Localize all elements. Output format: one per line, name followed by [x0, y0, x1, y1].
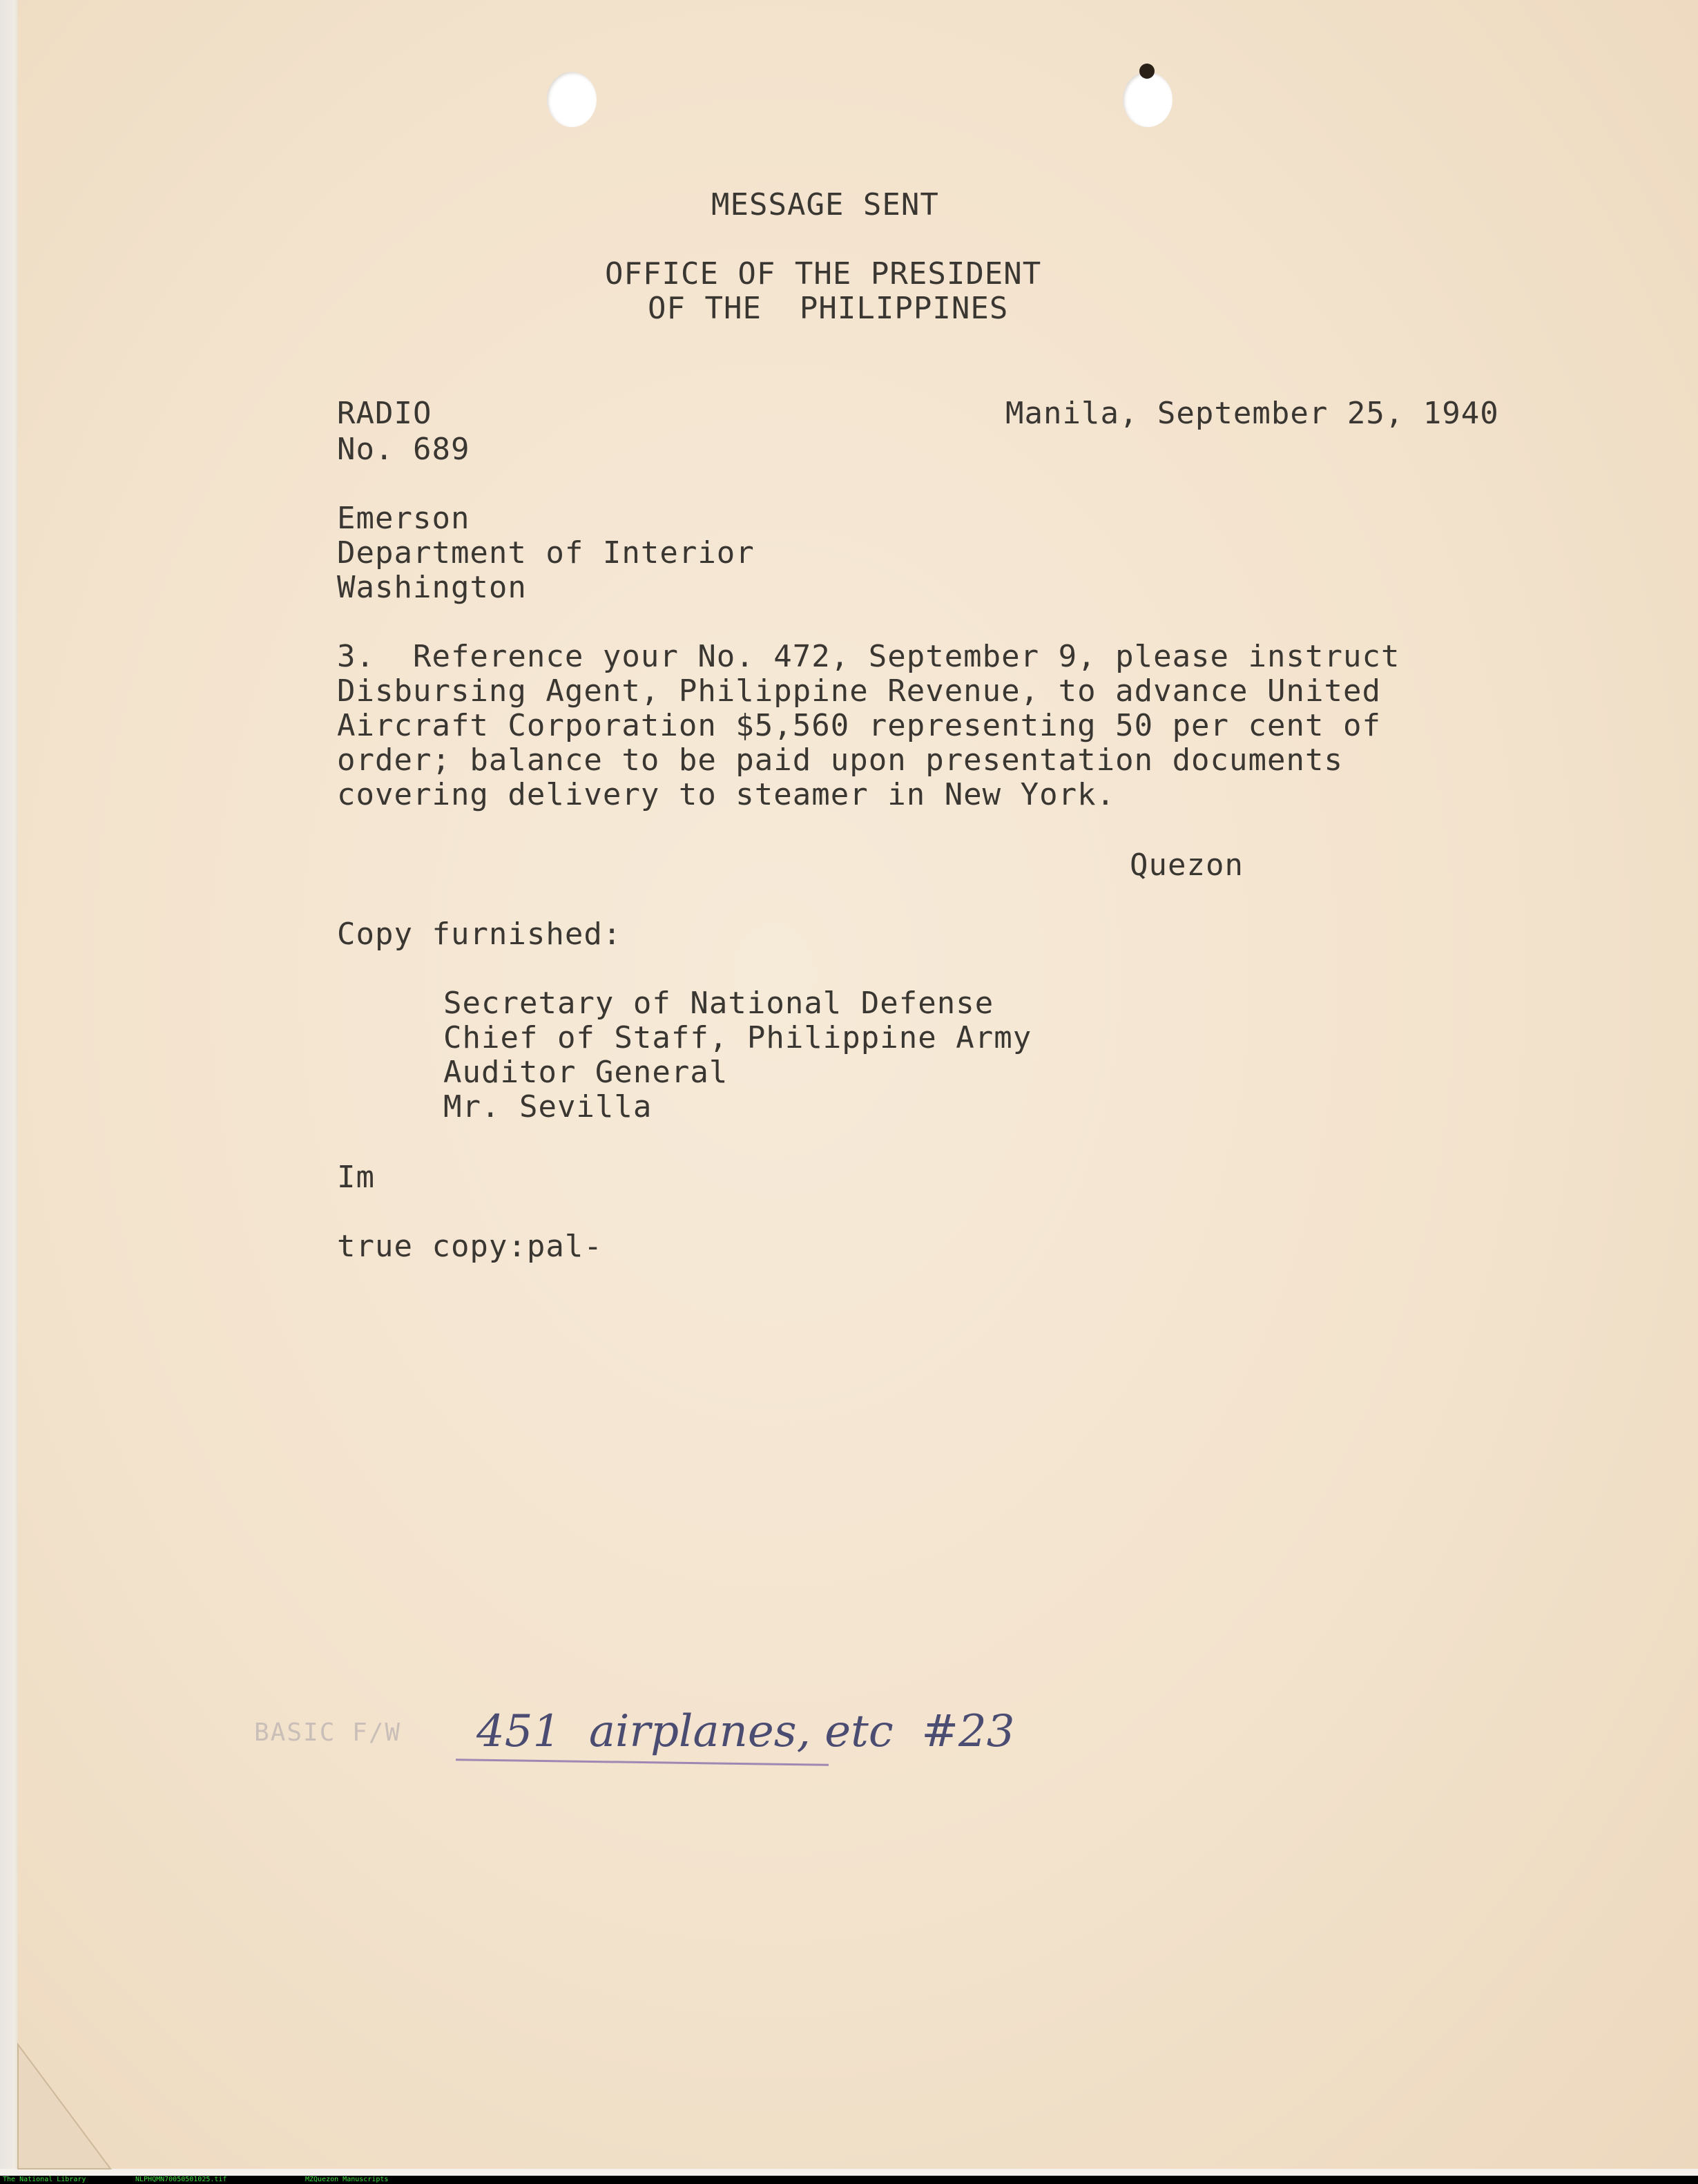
copy-recipient: Mr. Sevilla [443, 1089, 653, 1124]
signature: Quezon [1130, 847, 1244, 883]
dateline-year: 40 [1460, 396, 1499, 431]
header-message-sent: MESSAGE SENT [711, 187, 939, 222]
radio-label: RADIO [337, 396, 432, 431]
addressee-department: Department of Interior [337, 535, 755, 571]
dateline-text: Manila, September 25, 19 [1005, 396, 1461, 431]
body-line: 3. Reference your No. 472, September 9, please instruct [337, 639, 1400, 674]
body-line: order; balance to be paid upon presentation documents [337, 743, 1343, 778]
filing-stamp: BASIC F/W [254, 1718, 402, 1747]
body-line: Disbursing Agent, Philippine Revenue, to advance United [337, 673, 1381, 709]
addressee-city: Washington [337, 570, 527, 605]
footer-library: The National Library [3, 2176, 86, 2183]
copy-recipient: Secretary of National Defense [443, 986, 994, 1021]
handwritten-note: 451 airplanes, etc #23 [476, 1706, 1015, 1757]
copy-recipient: Auditor General [443, 1055, 729, 1090]
true-copy-note: true copy:pal- [337, 1229, 603, 1264]
body-line: covering delivery to steamer in New York. [337, 777, 1116, 812]
punch-hole-left [547, 72, 597, 127]
punch-hole-right [1123, 72, 1173, 127]
scan-footer [0, 2176, 1698, 2184]
footer-filename: NLPHQMN70050501025.tif [135, 2176, 227, 2183]
dateline [1005, 396, 1499, 431]
body-line: Aircraft Corporation $5,560 representing 50 per cent of [337, 708, 1381, 743]
radio-number: No. 689 [337, 432, 470, 467]
typist-initials: Im [337, 1160, 375, 1195]
header-philippines: OF THE PHILIPPINES [648, 291, 1009, 326]
copy-furnished-label: Copy furnished: [337, 917, 622, 952]
addressee-name: Emerson [337, 501, 470, 536]
footer-collection: MZQuezon Manuscripts [305, 2176, 389, 2183]
copy-recipient: Chief of Staff, Philippine Army [443, 1020, 1032, 1055]
header-office: OFFICE OF THE PRESIDENT [605, 256, 1042, 291]
ink-blot [1139, 64, 1155, 79]
